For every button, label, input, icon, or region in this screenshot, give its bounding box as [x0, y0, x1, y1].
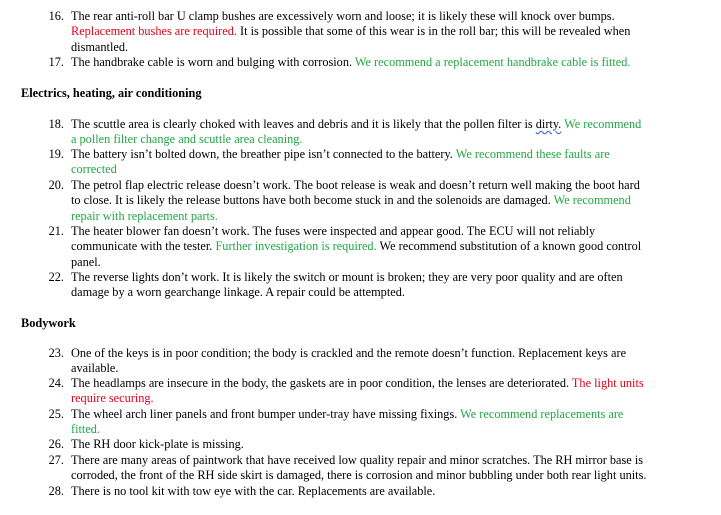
item-number: 16. — [48, 9, 64, 23]
item-text-segment: damage by a worn gearchange linkage. A repair could be attempted. — [71, 285, 405, 300]
item-text — [71, 224, 707, 270]
item-number: 21. — [48, 224, 64, 238]
item-number: 20. — [48, 178, 64, 192]
item-text — [71, 9, 707, 55]
item-text — [71, 437, 707, 452]
item-text-segment: There is no tool kit with tow eye with the car. Replacements are available. — [71, 484, 436, 498]
item-text-segment: There are many areas of paintwork that have received low quality repair and minor scratches. The RH mirror base is — [71, 453, 644, 467]
item-text-segment: communicate with the tester. — [71, 239, 216, 254]
item-text — [71, 407, 707, 438]
recommendation-green: We recommend replacements are — [460, 407, 624, 421]
section-heading-electrics: Electrics, heating, air conditioning — [21, 86, 202, 100]
item-number: 26. — [48, 437, 64, 451]
item-text-segment: corroded, the front of the RH side skirt is damaged, there is corrosion and minor bubbling under both rear light units. — [71, 468, 647, 483]
item-text-segment: The scuttle area is clearly choked with leaves and debris and it is likely that the pollen filter is — [71, 117, 536, 131]
item-text-segment: The petrol flap electric release doesn’t work. The boot release is weak and doesn’t return well making the boot hard — [71, 178, 640, 192]
item-number: 27. — [48, 453, 64, 467]
item-text — [71, 346, 707, 377]
recommendation-green: We recommend — [561, 117, 642, 131]
item-text-segment: The battery isn’t bolted down, the breather pipe isn’t connected to the battery. — [71, 147, 456, 161]
item-text-segment: The heater blower fan doesn’t work. The fuses were inspected and appear good. The ECU will not reliably — [71, 224, 596, 238]
item-text — [71, 270, 707, 301]
item-text-segment: The handbrake cable is worn and bulging with corrosion. — [71, 55, 355, 69]
recommendation-green: We recommend — [553, 193, 631, 208]
section-heading-bodywork: Bodywork — [21, 316, 76, 330]
item-text-segment: The RH door kick-plate is missing. — [71, 437, 244, 451]
item-number: 24. — [48, 376, 64, 390]
spellcheck-flagged-word: dirty. — [535, 117, 562, 131]
recommendation-red: require securing. — [71, 391, 154, 406]
item-text-segment: The reverse lights don’t work. It is likely the switch or mount is broken; they are very poor quality and are often — [71, 270, 623, 284]
item-text-segment: The headlamps are insecure in the body, the gaskets are in poor condition, the lenses are deteriorated. — [71, 376, 572, 390]
recommendation-red: The light units — [571, 376, 644, 390]
recommendation-green: a pollen filter change and scuttle area cleaning. — [71, 132, 303, 147]
item-text-segment: It is possible that some of this wear is in the roll bar; this will be revealed when — [236, 24, 631, 39]
item-number: 17. — [48, 55, 64, 69]
item-text-segment: The wheel arch liner panels and front bumper under-tray have missing fixings. — [71, 407, 461, 421]
item-text — [71, 484, 707, 499]
item-text — [71, 178, 707, 224]
item-text — [71, 117, 707, 148]
recommendation-green: fitted. — [71, 422, 101, 437]
item-text-segment: dismantled. — [71, 39, 129, 54]
recommendation-green: We recommend a replacement handbrake cable is fitted. — [354, 55, 631, 69]
item-number: 25. — [48, 407, 64, 421]
item-text-segment: We recommend substitution of a known good control — [376, 239, 642, 254]
item-text-segment: panel. — [71, 254, 101, 269]
item-text-segment: One of the keys is in poor condition; the body is crackled and the remote doesn’t function. Replacement keys are — [71, 346, 627, 360]
recommendation-green: repair with replacement parts. — [71, 208, 218, 223]
recommendation-green: corrected — [71, 162, 117, 177]
item-number: 23. — [48, 346, 64, 360]
recommendation-green: We recommend these faults are — [455, 147, 610, 161]
item-text-segment: available. — [71, 361, 119, 376]
item-number: 28. — [48, 484, 64, 498]
recommendation-red: Replacement bushes are required. — [71, 24, 237, 39]
item-number: 18. — [48, 117, 64, 131]
item-text — [71, 147, 707, 178]
item-text-segment: The rear anti-roll bar U clamp bushes are excessively worn and loose; it is likely these will knock over bumps. — [71, 9, 615, 23]
item-text — [71, 376, 707, 407]
item-number: 22. — [48, 270, 64, 284]
item-number: 19. — [48, 147, 64, 161]
item-text — [71, 453, 707, 484]
item-text-segment: to close. It is likely the release buttons have both become stuck in and the solenoids are damaged. — [71, 193, 554, 208]
item-text — [71, 55, 707, 70]
recommendation-green: Further investigation is required. — [215, 239, 377, 254]
